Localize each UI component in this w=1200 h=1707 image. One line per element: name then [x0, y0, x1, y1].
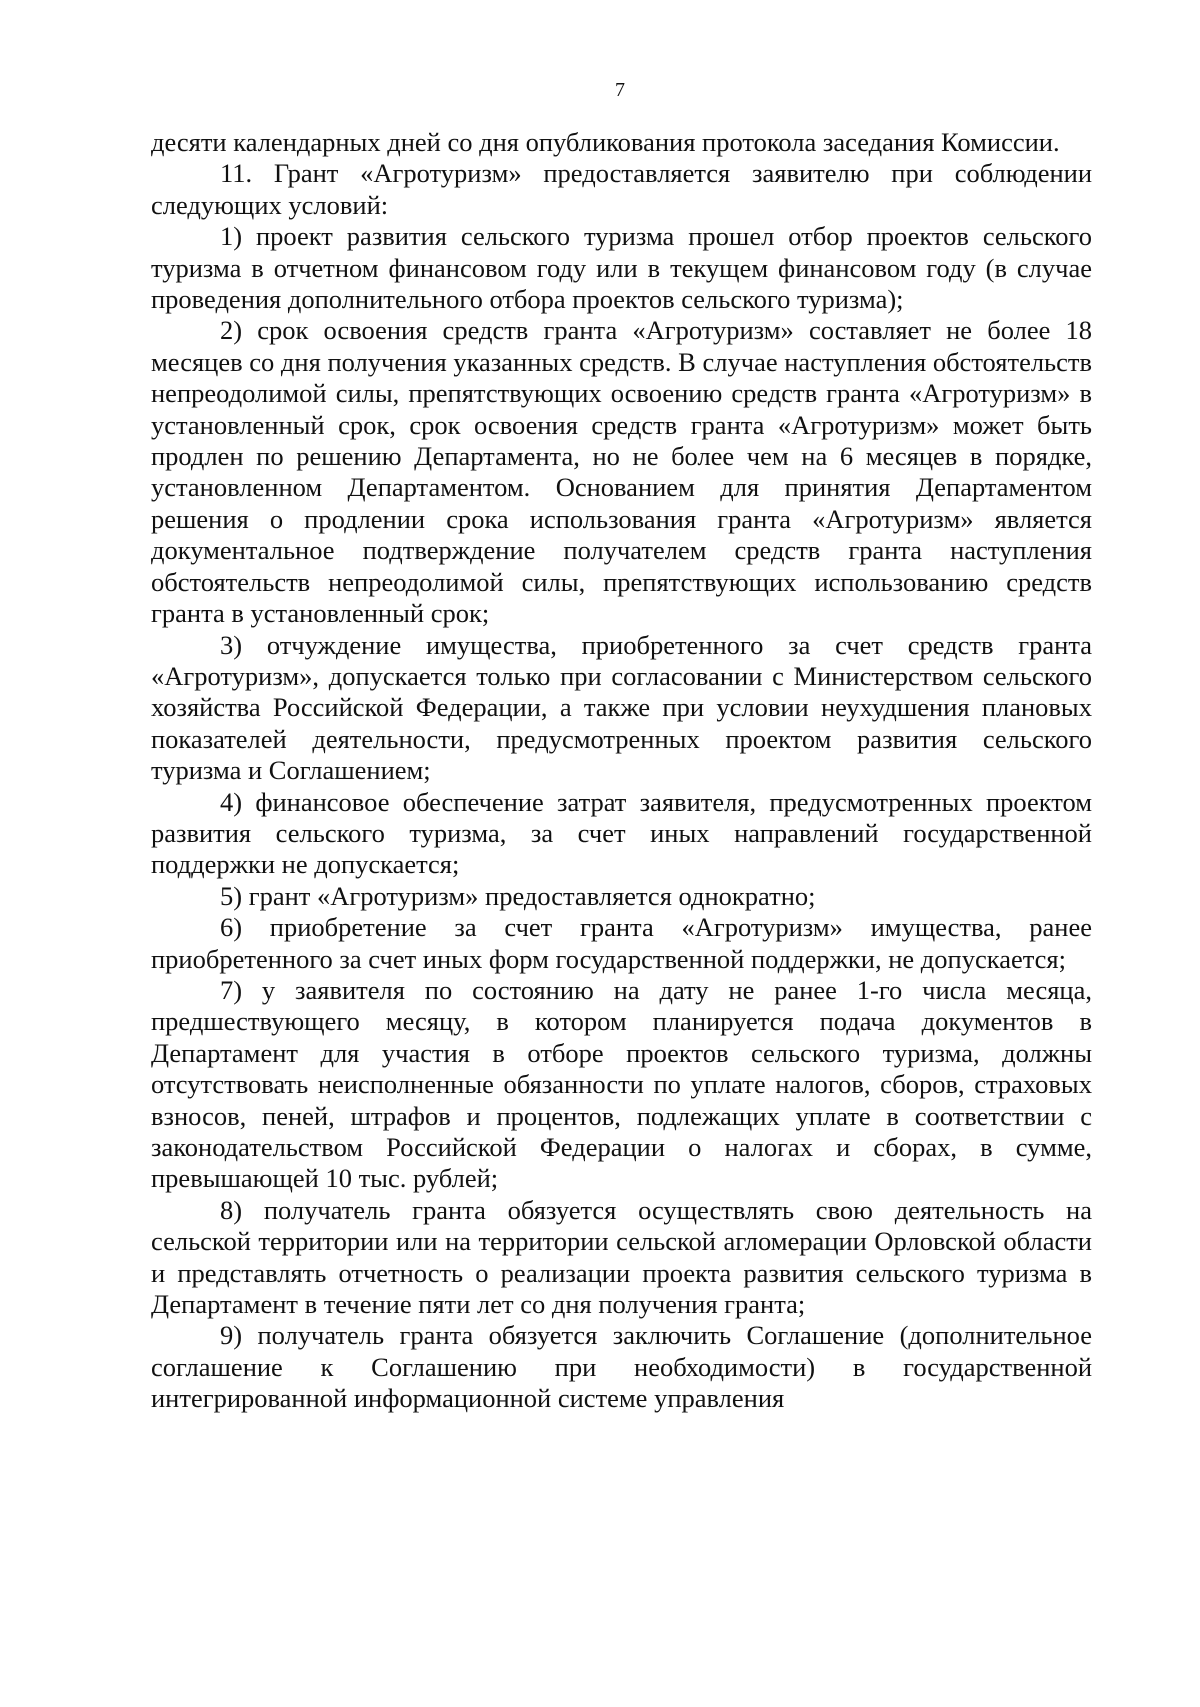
condition-8: 8) получатель гранта обязуется осуществлять свою деятельность на сельской территории или на территории сельской агломерации Орловской области и представлять отчетность о реализации проекта развития сельского туризма в Департамент в течение пяти лет со дня получения гранта;	[151, 1194, 1092, 1320]
condition-6: 6) приобретение за счет гранта «Агротуризм» имущества, ранее приобретенного за счет иных форм государственной поддержки, не допускается;	[151, 912, 1092, 974]
paragraph-continuation: десяти календарных дней со дня опубликования протокола заседания Комиссии.	[151, 127, 1060, 157]
condition-5: 5) грант «Агротуризм» предоставляется однократно;	[220, 880, 816, 911]
condition-9: 9) получатель гранта обязуется заключить Соглашение (дополнительное соглашение к Соглашению при необходимости) в государственной интегрированной информационной системе управления	[151, 1320, 1092, 1414]
paragraph-item-11: 11. Грант «Агротуризм» предоставляется заявителю при соблюдении следующих условий:	[151, 158, 1092, 220]
condition-7: 7) у заявителя по состоянию на дату не ранее 1-го числа месяца, предшествующего месяцу, в котором планируется подача документов в Департамент для участия в отборе проектов сельского туризма, должны отсутствовать неисполненные обязанности по уплате налогов, сборов, страховых взносов, пеней, штрафов и процентов, подлежащих уплате в соответствии с законодательством Российской Федерации о налогах и сборах, в сумме, превышающей 10 тыс. рублей;	[151, 974, 1092, 1194]
page-number: 7	[615, 79, 625, 101]
condition-1: 1) проект развития сельского туризма прошел отбор проектов сельского туризма в отчетном финансовом году или в текущем финансовом году (в случае проведения дополнительного отбора проектов сельского туризма);	[151, 221, 1092, 315]
condition-3: 3) отчуждение имущества, приобретенного за счет средств гранта «Агротуризм», допускается только при согласовании с Министерством сельского хозяйства Российской Федерации, а также при условии неухудшения плановых показателей деятельности, предусмотренных проектом развития сельского туризма и Соглашением;	[151, 629, 1092, 786]
document-body	[151, 127, 1092, 1415]
condition-2: 2) срок освоения средств гранта «Агротуризм» составляет не более 18 месяцев со дня получения указанных средств. В случае наступления обстоятельств непреодолимой силы, препятствующих освоению средств гранта «Агротуризм» в установленный срок, срок освоения средств гранта «Агротуризм» может быть продлен по решению Департамента, но не более чем на 6 месяцев в порядке, установленном Департаментом. Основанием для принятия Департаментом решения о продлении срока использования гранта «Агротуризм» является документальное подтверждение получателем средств гранта наступления обстоятельств непреодолимой силы, препятствующих использованию средств гранта в установленный срок;	[151, 315, 1092, 629]
condition-4: 4) финансовое обеспечение затрат заявителя, предусмотренных проектом развития сельского туризма, за счет иных направлений государственной поддержки не допускается;	[151, 786, 1092, 880]
